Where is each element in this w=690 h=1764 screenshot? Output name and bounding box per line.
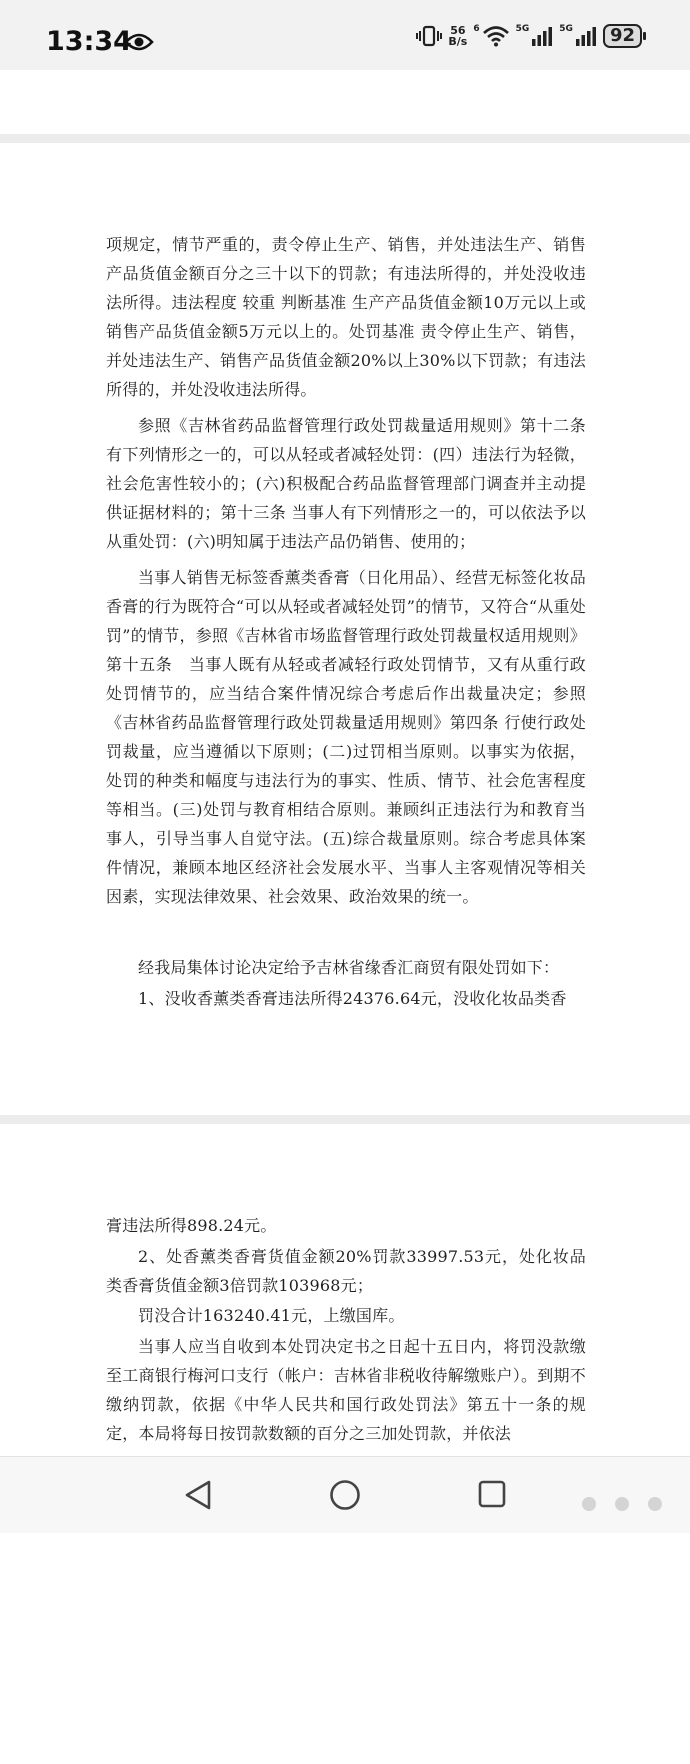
- home-circle-icon[interactable]: [329, 1479, 361, 1511]
- sim1-label: 5G: [515, 24, 530, 34]
- status-icons: [416, 24, 646, 48]
- document-page-1: [0, 70, 690, 134]
- wifi-icon: [482, 25, 510, 47]
- document-page-3[interactable]: [0, 1124, 690, 1764]
- battery-icon: [603, 24, 646, 48]
- sim2-label: 5G: [559, 24, 573, 34]
- paragraph-penalty-item-1: 1、没收香薰类香膏违法所得24376.64元，没收化妆品类香: [138, 989, 567, 1008]
- watermark: [572, 1490, 672, 1518]
- watermark-dot: [615, 1497, 629, 1511]
- status-time: 13:34: [46, 26, 132, 57]
- recents-square-icon[interactable]: [477, 1479, 507, 1509]
- status-bar: [0, 0, 690, 70]
- back-triangle-icon[interactable]: [183, 1479, 213, 1511]
- paragraph-decision-intro: 经我局集体讨论决定给予吉林省缘香汇商贸有限处罚如下：: [138, 958, 560, 977]
- paragraph-payment-instructions: 当事人应当自收到本处罚决定书之日起十五日内，将罚没款缴至工商银行梅河口支行（帐户：吉林省非税收待解缴账户）。到期不缴纳罚款，依据《中华人民共和国行政处罚法》第五十一条的规定，本局将每日按罚款数额的百分之三加处罚款，并依法: [106, 1337, 586, 1443]
- signal-icon: [575, 25, 597, 47]
- paragraph-discretion-principles: 当事人销售无标签香薰类香膏（日化用品）、经营无标签化妆品香膏的行为既符合“可以从轻或者减轻处罚”的情节，又符合“从重处罚”的情节，参照《吉林省市场监督管理行政处罚裁量权适用规则》第十五条 当事人既有从轻或者减轻行政处罚情节，又有从重行政处罚情节的，应当结合案件情况综合考虑后作出裁量决定；参照《吉林省药品监督管理行政处罚裁量适用规则》第四条 行使行政处罚裁量，应当遵循以下原则；(二)过罚相当原则。以事实为依据，处罚的种类和幅度与违法行为的事实、性质、情节、社会危害程度等相当。(三)处罚与教育相结合原则。兼顾纠正违法行为和教育当事人，引导当事人自觉守法。(五)综合裁量原则。综合考虑具体案件情况，兼顾本地区经济社会发展水平、当事人主客观情况等相关因素，实现法律效果、社会效果、政治效果的统一。: [106, 568, 586, 906]
- paragraph-mitigation-rules: 参照《吉林省药品监督管理行政处罚裁量适用规则》第十二条 有下列情形之一的，可以从轻或者减轻处罚：(四）违法行为轻微，社会危害性较小的；(六)积极配合药品监督管理部门调查并主动提供证据材料的；第十三条 当事人有下列情形之一的，可以依法予以从重处罚：(六)明知属于违法产品仍销售、使用的；: [106, 416, 586, 551]
- paragraph-total-fine: 罚没合计163240.41元，上缴国库。: [138, 1306, 405, 1325]
- watermark-dot: [582, 1497, 596, 1511]
- eye-icon: [124, 32, 154, 52]
- paragraph-penalty-basis: 项规定，情节严重的，责令停止生产、销售，并处违法生产、销售产品货值金额百分之三十以下的罚款；有违法所得的，并处没收违法所得。违法程度 较重 判断基准 生产产品货值金额10万元以上或销售产品货值金额5万元以上的。处罚基准 责令停止生产、销售，并处违法生产、销售产品货值金额20%以上30%以下罚款；有违法所得的，并处没收违法所得。: [106, 235, 586, 399]
- signal-icon: [531, 25, 553, 47]
- net-speed-value: 56: [450, 24, 466, 37]
- wifi-badge: 6: [473, 24, 480, 34]
- battery-tip: [643, 32, 646, 40]
- vibrate-icon: [416, 24, 442, 48]
- net-speed-unit: B/s: [448, 35, 468, 48]
- watermark-dot: [648, 1497, 662, 1511]
- document-page-2[interactable]: [0, 143, 690, 1115]
- paragraph-penalty-item-2: 2、处香薰类香膏货值金额20%罚款33997.53元，处化妆品类香膏货值金额3倍罚款103968元；: [106, 1247, 586, 1295]
- paragraph-item-1-continued: 膏违法所得898.24元。: [106, 1216, 277, 1235]
- battery-level: 92: [603, 24, 642, 48]
- net-speed: [448, 25, 467, 47]
